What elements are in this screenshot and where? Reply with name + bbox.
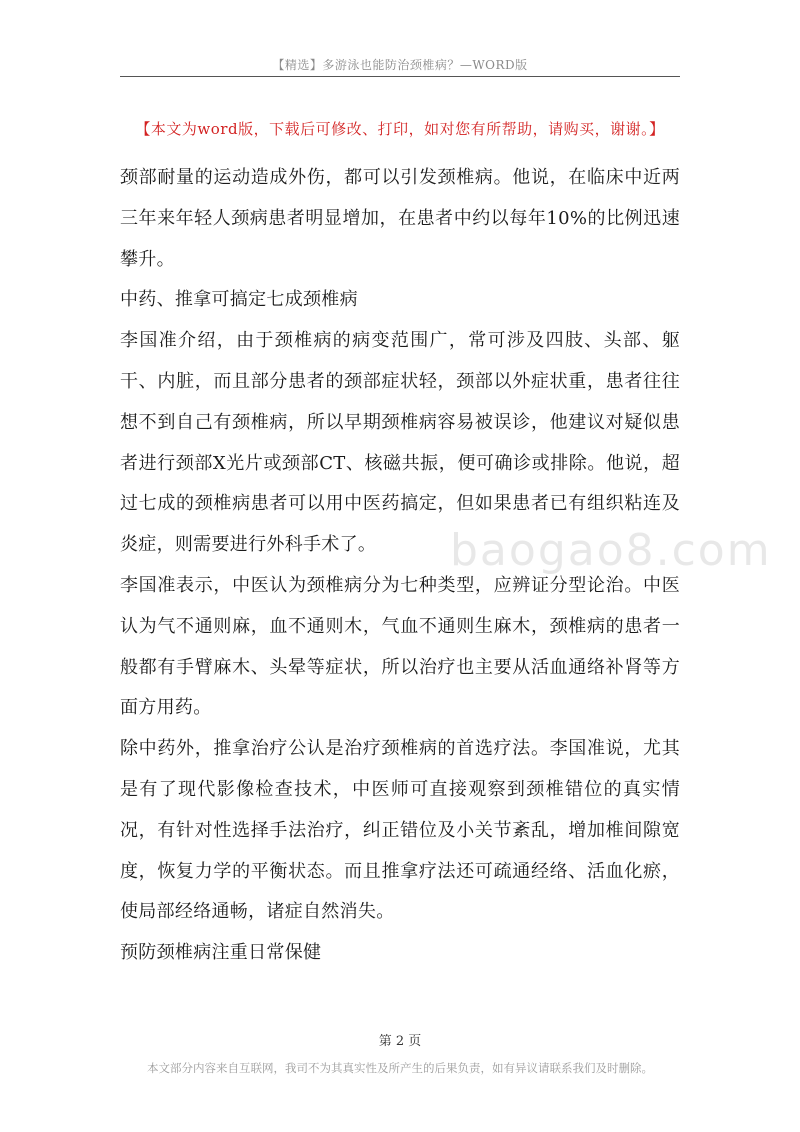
paragraph-massage: 除中药外，推拿治疗公认是治疗颈椎病的首选疗法。李国准说，尤其是有了现代影像检查技术，中医师可直接观察到颈椎错位的真实情况，有针对性选择手法治疗，纠正错位及小关节紊乱，增加椎间隙宽度，恢复力学的平衡状态。而且推拿疗法还可疏通经络、活血化瘀，使局部经络通畅，诸症自然消失。 (120, 738, 680, 923)
page-header: 【精选】多游泳也能防治颈椎病？—WORD版 (272, 58, 528, 72)
section-heading-treatment: 中药、推拿可搞定七成颈椎病 (120, 289, 358, 311)
page-number: 第 2 页 (378, 1034, 422, 1049)
download-notice: 【本文为word版，下载后可修改、打印，如对您有所帮助，请购买，谢谢。】 (135, 120, 665, 138)
paragraph-diagnosis: 李国准介绍，由于颈椎病的病变范围广，常可涉及四肢、头部、躯干、内脏，而且部分患者的颈部症状轻，颈部以外症状重，患者往往想不到自己有颈椎病，所以早期颈椎病容易被误诊，他建议对疑似患者进行颈部X光片或颈部CT、核磁共振，便可确诊或排除。他说，超过七成的颈椎病患者可以用中医药搞定，但如果患者已有组织粘连及炎症，则需要进行外科手术了。 (120, 330, 680, 556)
document-body (120, 158, 680, 974)
paragraph-tcm-types: 李国准表示，中医认为颈椎病分为七种类型，应辨证分型论治。中医认为气不通则麻，血不通则木，气血不通则生麻木，颈椎病的患者一般都有手臂麻木、头晕等症状，所以治疗也主要从活血通络补肾等方面方用药。 (120, 574, 680, 719)
watermark: baogao8.com (450, 525, 772, 576)
paragraph-intro: 颈部耐量的运动造成外伤，都可以引发颈椎病。他说，在临床中近两三年来年轻人颈病患者明显增加，在患者中约以每年10%的比例迅速攀升。 (120, 167, 680, 270)
footer-disclaimer: 本文部分内容来自互联网，我司不为其真实性及所产生的后果负责，如有异议请联系我们及时删除。 (147, 1061, 653, 1075)
section-heading-prevention: 预防颈椎病注重日常保健 (120, 942, 322, 964)
header-divider (120, 76, 680, 77)
